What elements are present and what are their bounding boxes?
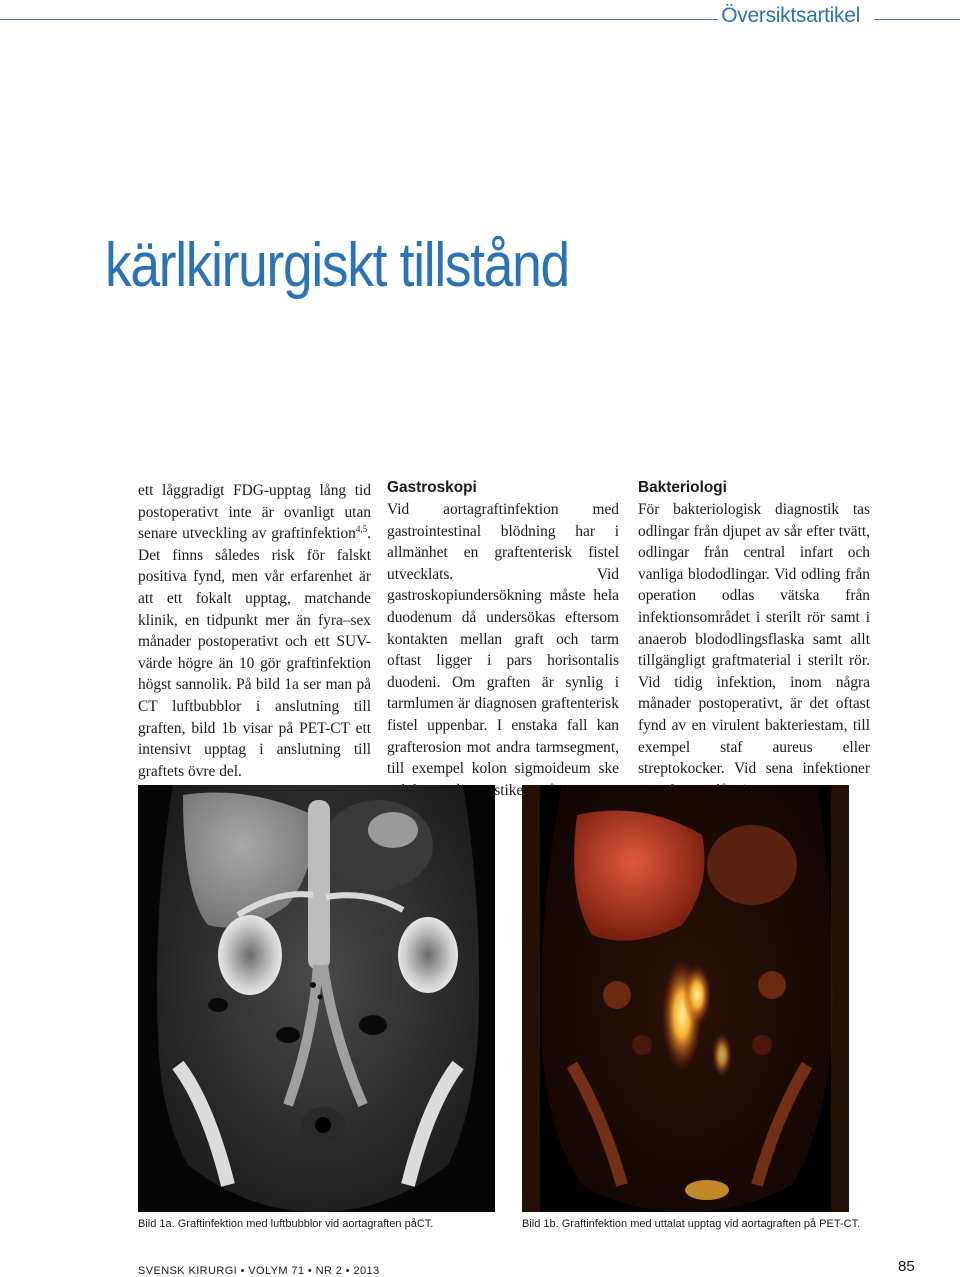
column-3-text: För bakteriologisk diagnostik tas odlingar från djupet av sår efter tvätt, odlingar från central infart och vanliga blododlingar. Vid odling från operation odlas vätska från infektionsområdet i sterilt rör samt i anaerob blododlingsflaska samt allt tillgängligt graftmaterial i sterilt rör. Vid tidig infektion, inom några månader postoperativt, är det oftast fynd av en virulent bakteriestam, till exempel staf aureus eller streptokocker. Vid sena infektioner bbox=[638, 501, 870, 778]
citation-superscript: 4,5 bbox=[355, 524, 368, 535]
column-1-text bbox=[138, 480, 371, 782]
pet-ct-scan-illustration bbox=[522, 785, 849, 1212]
article-column-1 bbox=[138, 480, 371, 782]
column-2-text: Vid aortagraftinfektion med gastrointestinal blödning har i allmänhet en graftenterisk fistel utvecklats. Vid gastroskopiundersökning måste hela duodenum då undersökas eftersom kontakten mellan graft och tarm oftast ligger i pars horisontalis duodeni. Om graften är synlig i tarmlumen är diagnosen graftenterisk fistel uppenbar. I enstaka fall kan grafterosion mot andra tarmsegment, till exempel kolon sigmoideum ske bbox=[387, 501, 619, 778]
figure-1b-pet-ct-image bbox=[522, 785, 849, 1212]
page-number: 85 bbox=[898, 1258, 915, 1275]
column-1-text-part-2: . Det finns således risk för falskt positiva fynd, men vår erfarenhet är att ett fokalt upptag, matchande klinik, en tidpunkt mer än fyra–sex månader postoperativt och ett SUV-värde högre än 10 gör graftinfektion högst sannolik. På bild 1a ser man på CT luftbubblor i anslutning till graften, bild 1b visar på PET-CT ett intensivt upptag i anslutning till graftets övre del. bbox=[138, 525, 371, 780]
figure-1a-ct-image bbox=[138, 785, 495, 1212]
figure-1a-caption: Bild 1a. Graftinfektion med luftbubblor vid aortagraften påCT. bbox=[138, 1218, 434, 1230]
section-heading-gastroskopi: Gastroskopi bbox=[387, 479, 477, 496]
header-rule-left bbox=[0, 19, 718, 20]
article-column-3 bbox=[638, 478, 870, 801]
journal-footer: SVENSK KIRURGI • VOLYM 71 • NR 2 • 2013 bbox=[138, 1265, 380, 1277]
section-heading-bakteriologi: Bakteriologi bbox=[638, 479, 727, 496]
ct-scan-illustration bbox=[138, 785, 495, 1212]
article-column-2 bbox=[387, 478, 619, 801]
figure-1b-caption: Bild 1b. Graftinfektion med uttalat upptag vid aortagraften på PET-CT. bbox=[522, 1218, 861, 1230]
column-1-text-part-1: ett låggradigt FDG-upptag lång tid postoperativt inte är ovanligt utan senare utveckling av graftinfektion bbox=[138, 482, 371, 543]
header-rule-right bbox=[874, 19, 960, 20]
headline: kärlkirurgiskt tillstånd bbox=[105, 231, 569, 300]
section-label: Översiktsartikel bbox=[721, 4, 860, 27]
